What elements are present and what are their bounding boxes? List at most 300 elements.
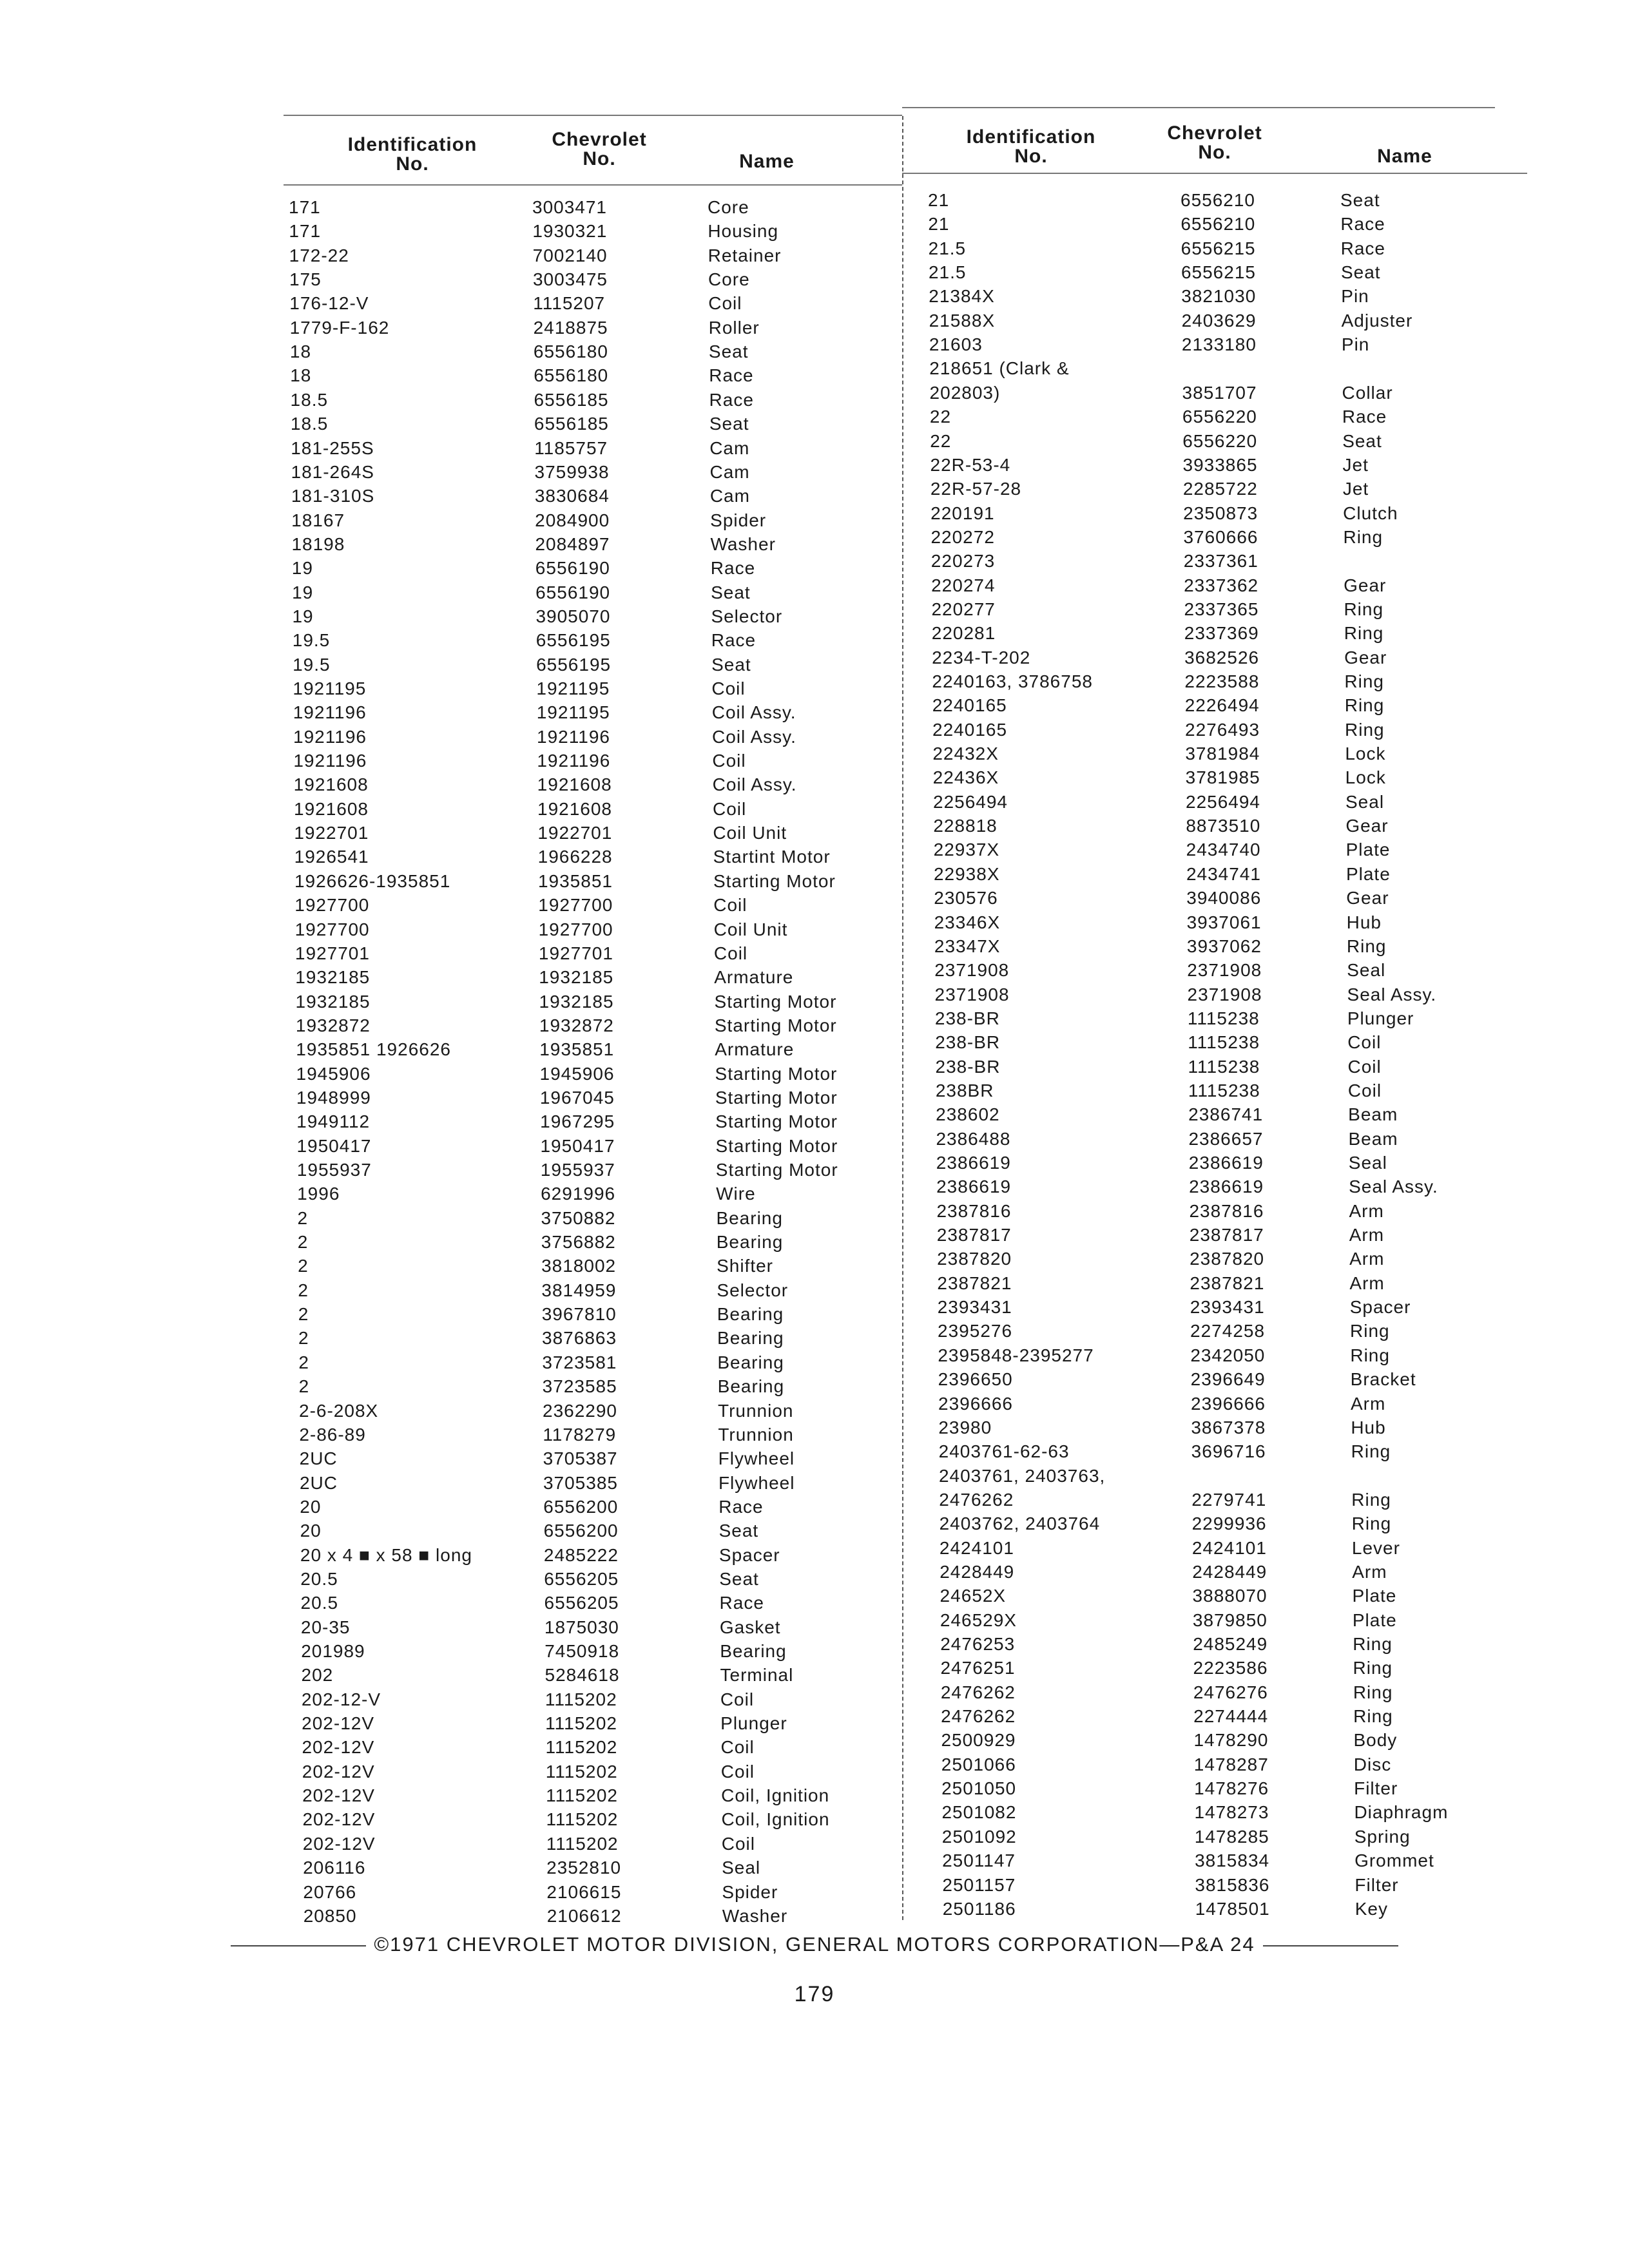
chevrolet-no: 1945906 (539, 1063, 615, 1084)
identification-no: 22938X (933, 863, 1000, 884)
part-name: Race (709, 365, 754, 386)
part-name: Grommet (1354, 1850, 1434, 1871)
header-id-line1: Identification (347, 134, 477, 155)
part-name: Roller (708, 317, 760, 338)
identification-no: 1949112 (296, 1111, 371, 1132)
chevrolet-no: 2371908 (1187, 960, 1262, 981)
part-name: Filter (1354, 1874, 1399, 1895)
chevrolet-no: 8873510 (1186, 816, 1261, 836)
identification-no: 2 (298, 1376, 310, 1397)
part-name: Coil Assy. (712, 774, 797, 795)
part-name: Race (711, 630, 757, 651)
identification-no: 238BR (935, 1080, 994, 1100)
identification-no: 2501092 (941, 1826, 1017, 1847)
part-name: Coil (720, 1761, 755, 1782)
chevrolet-no: 2256494 (1186, 791, 1261, 812)
chevrolet-no: 6556205 (544, 1593, 619, 1613)
chevrolet-no: 6556185 (534, 414, 609, 434)
part-name: Armature (715, 1039, 795, 1060)
identification-no: 1921195 (293, 678, 367, 698)
identification-no: 1779-F-162 (289, 317, 390, 338)
identification-no: 22R-57-28 (930, 479, 1022, 499)
identification-no: 21.5 (928, 262, 967, 283)
chevrolet-no: 2386619 (1189, 1177, 1264, 1197)
identification-no: 2501082 (941, 1802, 1017, 1823)
part-name: Cam (709, 486, 750, 506)
chevrolet-no: 2276493 (1185, 719, 1260, 740)
identification-no: 1921608 (293, 774, 369, 795)
part-name: Arm (1351, 1393, 1386, 1414)
part-name: Seat (1340, 262, 1381, 283)
identification-no: 1921196 (293, 726, 367, 747)
identification-no: 176-12-V (289, 293, 369, 314)
chevrolet-no: 2133180 (1181, 334, 1257, 355)
chevrolet-no: 7450918 (545, 1641, 620, 1661)
part-name: Jet (1342, 479, 1369, 499)
chevrolet-no: 2434740 (1186, 840, 1261, 860)
part-name: Bearing (717, 1304, 784, 1325)
identification-no: 22937X (933, 840, 1000, 860)
chevrolet-no: 2387816 (1189, 1200, 1264, 1221)
identification-no: 1950417 (296, 1135, 372, 1156)
part-name: Bearing (716, 1207, 783, 1228)
chevrolet-no: 1478285 (1194, 1826, 1269, 1847)
identification-no: 2387820 (937, 1249, 1012, 1269)
chevrolet-no: 2476276 (1193, 1682, 1268, 1702)
chevrolet-no: 2428449 (1192, 1561, 1268, 1582)
identification-no: 202-12V (302, 1833, 376, 1854)
part-name: Coil Assy. (712, 726, 796, 747)
page-number: 179 (794, 1982, 835, 2006)
identification-no: 238602 (936, 1104, 1000, 1125)
identification-no: 2476262 (941, 1706, 1016, 1727)
chevrolet-no: 3937062 (1186, 936, 1262, 956)
part-name: Seat (711, 582, 751, 602)
chevrolet-no: 1115238 (1187, 1008, 1260, 1028)
identification-no: 20 x 4 ■ x 58 ■ long (300, 1544, 472, 1565)
identification-no: 2UC (299, 1472, 338, 1493)
identification-no: 20850 (303, 1905, 357, 1926)
chevrolet-no: 6556215 (1181, 238, 1256, 258)
identification-no: 18 (290, 365, 312, 386)
chevrolet-no: 3696716 (1191, 1441, 1266, 1462)
chevrolet-no: 1478273 (1194, 1802, 1269, 1823)
chevrolet-no: 3851707 (1182, 382, 1257, 403)
identification-no: 1955937 (296, 1160, 372, 1180)
chevrolet-no: 1921195 (536, 678, 610, 698)
part-name: Seat (719, 1568, 759, 1589)
identification-no: 238-BR (934, 1008, 1000, 1028)
chevrolet-no: 3933865 (1182, 454, 1258, 475)
part-name: Seat (1340, 190, 1380, 210)
part-name: Cam (709, 461, 750, 482)
part-name: Seat (708, 341, 749, 362)
identification-no: 1927700 (294, 919, 370, 939)
header-id-line2: No. (396, 153, 429, 175)
chevrolet-no: 2337369 (1184, 623, 1259, 644)
identification-no: 202-12V (302, 1737, 375, 1758)
part-name: Coil (1347, 1080, 1382, 1100)
chevrolet-no: 1932185 (539, 991, 614, 1012)
chevrolet-no: 6556195 (535, 630, 611, 651)
part-name: Plate (1352, 1610, 1397, 1630)
part-name: Spring (1354, 1826, 1411, 1847)
identification-no: 2-86-89 (299, 1424, 366, 1445)
chevrolet-no: 2371908 (1187, 984, 1262, 1004)
chevrolet-no: 1921608 (537, 774, 612, 795)
identification-no: 175 (289, 269, 322, 290)
identification-no: 202-12V (302, 1809, 376, 1830)
identification-no: 22 (930, 430, 952, 451)
identification-no: 171 (289, 221, 322, 242)
part-name: Race (719, 1593, 764, 1613)
footer-text: ©1971 CHEVROLET MOTOR DIVISION, GENERAL MOTORS CORPORATION—P&A 24 (374, 1933, 1255, 1956)
chevrolet-no: 3682526 (1184, 647, 1260, 668)
chevrolet-no: 6556190 (535, 558, 610, 579)
part-name: Race (1340, 238, 1385, 258)
part-name: Race (1342, 407, 1387, 427)
chevrolet-no: 1922701 (537, 823, 613, 843)
identification-no: 2387821 (937, 1273, 1012, 1293)
part-name: Ring (1346, 936, 1387, 956)
part-name: Starting Motor (715, 1111, 838, 1132)
chevrolet-no: 1932872 (539, 1015, 614, 1035)
chevrolet-no: 3705385 (543, 1472, 618, 1493)
chevrolet-no: 2424101 (1191, 1537, 1267, 1558)
part-name: Coil, Ignition (721, 1809, 830, 1830)
identification-no: 206116 (303, 1858, 366, 1878)
left-header-chevrolet (528, 130, 670, 169)
identification-no: 21.5 (928, 238, 967, 258)
chevrolet-no: 1185757 (534, 437, 608, 458)
part-name: Seal Assy. (1347, 984, 1437, 1004)
part-name: Plunger (720, 1713, 787, 1734)
identification-no: 202 (301, 1665, 334, 1686)
part-name: Coil (708, 293, 742, 314)
part-name: Ring (1351, 1514, 1392, 1534)
chevrolet-no: 2226494 (1184, 695, 1260, 716)
part-name: Race (1340, 214, 1385, 235)
part-name: Arm (1349, 1225, 1385, 1245)
chevrolet-no: 1935851 (539, 1039, 615, 1060)
identification-no: 1932185 (295, 991, 371, 1012)
part-name: Cam (709, 437, 750, 458)
identification-no: 22 (929, 407, 952, 427)
part-name: Seal (1347, 960, 1386, 981)
identification-no: 2386488 (936, 1128, 1011, 1149)
chevrolet-no: 3705387 (543, 1448, 618, 1469)
identification-no: 22R-53-4 (930, 454, 1011, 475)
identification-no: 220277 (931, 599, 996, 619)
part-name: Arm (1349, 1249, 1385, 1269)
part-name: Clutch (1343, 503, 1398, 523)
part-name: Ring (1345, 719, 1385, 740)
part-name: Race (710, 558, 756, 579)
part-name: Gear (1345, 816, 1389, 836)
chevrolet-no: 1932185 (539, 967, 614, 988)
part-name: Startint Motor (713, 847, 831, 867)
part-name: Gear (1344, 647, 1387, 668)
part-name: Ring (1350, 1345, 1390, 1365)
chevrolet-no: 1115238 (1188, 1080, 1260, 1100)
part-name: Arm (1349, 1200, 1384, 1221)
identification-no: 19.5 (293, 654, 331, 675)
chevrolet-no: 3905070 (535, 606, 611, 626)
part-name: Coil (1347, 1032, 1382, 1053)
chevrolet-no: 2393431 (1190, 1297, 1265, 1318)
chevrolet-no: 2279741 (1191, 1489, 1267, 1510)
chevrolet-no: 2403629 (1181, 310, 1257, 331)
chevrolet-no: 3003471 (532, 197, 608, 217)
chevrolet-no: 1115202 (545, 1713, 618, 1734)
part-name: Pin (1341, 286, 1369, 307)
identification-no: 21 (928, 190, 950, 210)
chevrolet-no: 2285722 (1182, 479, 1258, 499)
part-name: Bearing (716, 1232, 784, 1253)
part-name: Seal Assy. (1349, 1177, 1438, 1197)
part-name: Housing (708, 221, 779, 242)
chevrolet-no: 2386619 (1188, 1153, 1264, 1173)
identification-no: 19 (292, 582, 314, 602)
chevrolet-no: 3781985 (1185, 767, 1260, 788)
chevrolet-no: 2386657 (1188, 1128, 1264, 1149)
identification-no: 2500929 (941, 1730, 1016, 1751)
part-name: Coil (712, 751, 746, 771)
chevrolet-no: 2106612 (546, 1905, 622, 1926)
chevrolet-no: 1935851 (537, 870, 613, 891)
chevrolet-no: 2434741 (1186, 863, 1261, 884)
part-name: Beam (1348, 1104, 1398, 1125)
chevrolet-no: 6556210 (1181, 190, 1256, 210)
identification-no: 1921196 (293, 702, 367, 723)
identification-no: 202803) (929, 382, 1001, 403)
identification-no: 1926626-1935851 (294, 870, 451, 891)
chevrolet-no: 6556195 (536, 654, 612, 675)
chevrolet-no: 1115202 (546, 1833, 619, 1854)
chevrolet-no: 2084897 (535, 533, 610, 554)
identification-no: 1932872 (295, 1015, 371, 1035)
identification-no: 2501186 (942, 1898, 1016, 1919)
chevrolet-no: 6556185 (534, 389, 609, 410)
chevrolet-no: 1115202 (545, 1689, 617, 1709)
chevrolet-no: 6556215 (1181, 262, 1256, 283)
part-name: Terminal (720, 1665, 794, 1686)
chevrolet-no: 2418875 (533, 317, 608, 338)
chevrolet-no: 3814959 (541, 1280, 617, 1300)
chevrolet-no: 6556220 (1182, 430, 1258, 451)
chevrolet-no: 3750882 (541, 1207, 616, 1228)
part-name: Starting Motor (714, 1015, 837, 1035)
identification-no: 2428449 (940, 1561, 1015, 1582)
part-name: Spacer (718, 1544, 780, 1565)
part-name: Trunnion (718, 1424, 794, 1445)
right-header-identification (928, 128, 1134, 166)
copyright-footer (0, 1933, 1629, 1956)
identification-no: 20 (300, 1496, 322, 1517)
identification-no: 23980 (938, 1417, 992, 1437)
part-name: Coil, Ignition (721, 1785, 830, 1806)
chevrolet-no: 1478501 (1195, 1898, 1270, 1919)
part-name: Starting Motor (714, 991, 837, 1012)
part-name: Body (1353, 1730, 1398, 1751)
chevrolet-no: 1115202 (546, 1809, 619, 1830)
chevrolet-no: 2106615 (546, 1881, 622, 1902)
chevrolet-no: 2274258 (1190, 1321, 1266, 1341)
chevrolet-no: 2299936 (1191, 1514, 1267, 1534)
part-name: Coil (711, 678, 746, 698)
chevrolet-no: 1478276 (1194, 1778, 1269, 1799)
identification-no: 18 (289, 341, 312, 362)
header-chev-line1: Chevrolet (552, 129, 647, 150)
part-name: Seal (722, 1858, 761, 1878)
identification-no: 1996 (297, 1184, 340, 1204)
chevrolet-no: 6556180 (534, 365, 609, 386)
chevrolet-no: 3756882 (541, 1232, 616, 1253)
identification-no: 2403761-62-63 (938, 1441, 1070, 1462)
part-name: Armature (714, 967, 794, 988)
identification-no: 202-12V (302, 1713, 375, 1734)
chevrolet-no: 3879850 (1192, 1610, 1268, 1630)
right-header-chevrolet (1141, 124, 1289, 162)
chevrolet-no: 2396666 (1191, 1393, 1266, 1414)
header-chev-line2: No. (583, 148, 616, 169)
chevrolet-no: 2387821 (1190, 1273, 1265, 1293)
chevrolet-no: 1955937 (540, 1160, 615, 1180)
chevrolet-no: 1921196 (537, 726, 610, 747)
part-name: Lock (1345, 744, 1386, 764)
part-name: Ring (1353, 1634, 1393, 1654)
identification-no: 20766 (303, 1881, 357, 1902)
part-name: Coil (1347, 1056, 1382, 1077)
part-name: Ring (1353, 1706, 1393, 1727)
part-name: Filter (1354, 1778, 1398, 1799)
identification-no: 20-35 (300, 1617, 351, 1637)
identification-no: 20 (300, 1521, 322, 1541)
chevrolet-no: 6556190 (535, 582, 611, 602)
identification-no: 2395848-2395277 (938, 1345, 1094, 1365)
identification-no: 238-BR (935, 1056, 1001, 1077)
identification-no: 181-310S (291, 486, 375, 506)
identification-no: 18.5 (290, 414, 329, 434)
part-name: Bearing (717, 1376, 785, 1397)
part-name: Plunger (1347, 1008, 1414, 1028)
identification-no: 2501050 (941, 1778, 1017, 1799)
center-divider (902, 116, 903, 1920)
left-header-identification (309, 135, 516, 174)
identification-no: 1932185 (295, 967, 371, 988)
part-name: Plate (1352, 1586, 1397, 1606)
chevrolet-no: 1178279 (543, 1424, 617, 1445)
identification-no: 246529X (940, 1610, 1017, 1630)
identification-no: 1945906 (296, 1063, 371, 1084)
chevrolet-no: 1967295 (540, 1111, 615, 1132)
chevrolet-no: 3940086 (1186, 888, 1262, 908)
part-name: Coil (713, 895, 747, 916)
part-name: Hub (1351, 1417, 1386, 1437)
chevrolet-no: 2485249 (1193, 1634, 1268, 1654)
part-name: Arm (1352, 1561, 1387, 1582)
part-name: Ring (1353, 1658, 1393, 1678)
identification-no: 1927700 (294, 895, 370, 916)
part-name: Flywheel (718, 1472, 795, 1493)
chevrolet-no: 1478290 (1193, 1730, 1269, 1751)
part-name: Seal (1348, 1153, 1387, 1173)
header-rule-left (284, 184, 902, 186)
footer-dash-left (231, 1945, 366, 1946)
identification-no: 220274 (931, 575, 996, 595)
identification-no: 181-264S (291, 461, 374, 482)
chevrolet-no: 6556205 (544, 1568, 619, 1589)
part-name: Bearing (717, 1328, 784, 1349)
identification-no: 21588X (929, 310, 996, 331)
identification-no: 202-12-V (301, 1689, 381, 1709)
identification-no: 220272 (930, 526, 995, 547)
identification-no: 2 (297, 1207, 309, 1228)
part-name: Plate (1345, 840, 1391, 860)
chevrolet-no: 2386741 (1188, 1104, 1264, 1125)
chevrolet-no: 3815834 (1195, 1850, 1270, 1871)
part-name: Ring (1343, 526, 1383, 547)
chevrolet-no: 5284618 (545, 1665, 620, 1686)
identification-no: 2240163, 3786758 (932, 671, 1093, 691)
part-name: Washer (722, 1905, 788, 1926)
identification-no: 2476262 (940, 1682, 1016, 1702)
chevrolet-no: 3821030 (1181, 286, 1257, 307)
part-name: Retainer (708, 245, 782, 265)
identification-no: 228818 (933, 816, 998, 836)
chevrolet-no: 2223586 (1193, 1658, 1268, 1678)
part-name: Pin (1341, 334, 1370, 355)
identification-no: 2387817 (936, 1225, 1012, 1245)
header-name: Name (739, 151, 795, 172)
chevrolet-no: 1115207 (533, 293, 606, 314)
identification-no: 23347X (934, 936, 1001, 956)
part-name: Core (708, 197, 749, 217)
part-name: Ring (1351, 1441, 1391, 1462)
part-name: Coil (713, 798, 747, 819)
identification-no: 230576 (934, 888, 998, 908)
chevrolet-no: 2337362 (1184, 575, 1259, 595)
chevrolet-no: 1967045 (539, 1087, 615, 1108)
chevrolet-no: 1115202 (546, 1785, 618, 1806)
part-name: Seat (711, 654, 751, 675)
identification-no: 19 (292, 606, 314, 626)
part-name: Race (718, 1496, 764, 1517)
identification-no: 2 (298, 1304, 309, 1325)
part-name: Seat (718, 1521, 759, 1541)
part-name: Seat (709, 414, 749, 434)
chevrolet-no: 1921196 (537, 751, 611, 771)
chevrolet-no: 3830684 (534, 486, 610, 506)
identification-no: 1921608 (294, 798, 369, 819)
identification-no: 2476262 (939, 1489, 1014, 1510)
part-name: Starting Motor (713, 870, 836, 891)
identification-no: 2240165 (932, 719, 1008, 740)
identification-no: 2-6-208X (299, 1400, 379, 1421)
identification-no: 19 (291, 558, 313, 579)
part-name: Collar (1342, 382, 1393, 403)
header-id-line1: Identification (966, 126, 1096, 148)
identification-no: 218651 (Clark & (929, 358, 1070, 379)
part-name: Washer (710, 533, 776, 554)
part-name: Lock (1345, 767, 1386, 788)
chevrolet-no: 1478287 (1193, 1754, 1269, 1774)
chevrolet-no: 1875030 (544, 1617, 619, 1637)
chevrolet-no: 3760666 (1183, 526, 1258, 547)
chevrolet-no: 1927700 (538, 895, 613, 916)
part-name: Ring (1344, 623, 1384, 644)
part-name: Lever (1351, 1537, 1400, 1558)
